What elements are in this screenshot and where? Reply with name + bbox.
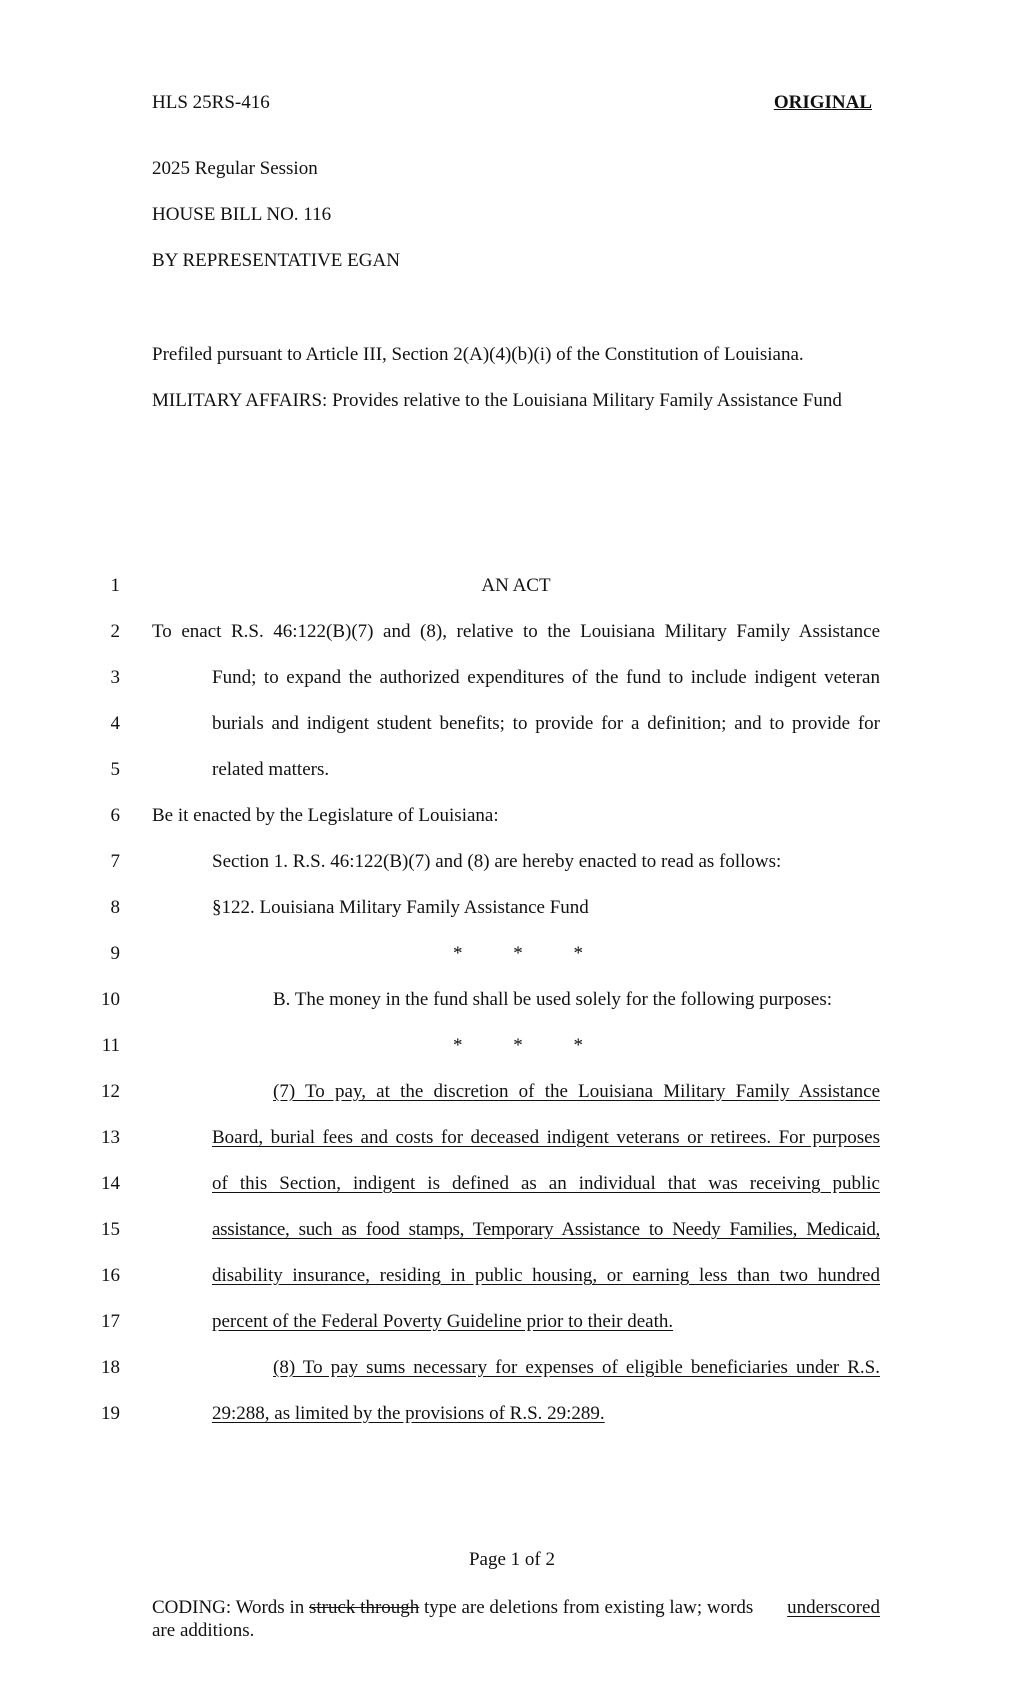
coding-struck-example: struck through <box>308 1597 420 1618</box>
bill-line <box>0 989 1024 1035</box>
added-text: of this Section, indigent is defined as an individual that was receiving public <box>212 1173 880 1194</box>
doc-status: ORIGINAL <box>773 92 872 113</box>
line-text: burials and indigent student benefits; to provide for a definition; and to provide for <box>212 713 880 734</box>
bill-author: BY REPRESENTATIVE EGAN <box>152 250 400 271</box>
bill-line <box>0 1265 1024 1311</box>
line-number: 12 <box>101 1081 120 1102</box>
coding-middle: type are deletions from existing law; words <box>424 1597 754 1618</box>
act-title: AN ACT <box>481 575 551 596</box>
omission-stars <box>453 1035 583 1057</box>
added-text: (8) To pay sums necessary for expenses of eligible beneficiaries under R.S. <box>273 1357 880 1378</box>
coding-legend <box>152 1596 880 1642</box>
star: * <box>573 943 583 964</box>
line-number: 9 <box>110 943 120 964</box>
line-number: 19 <box>101 1403 120 1424</box>
doc-id: HLS 25RS-416 <box>152 92 270 113</box>
bill-line <box>0 1357 1024 1403</box>
added-text: assistance, such as food stamps, Temporary Assistance to Needy Families, Medicaid, <box>212 1219 880 1240</box>
line-number: 3 <box>110 667 120 688</box>
line-number: 5 <box>110 759 120 780</box>
line-number: 6 <box>110 805 120 826</box>
coding-suffix: are additions. <box>152 1620 255 1641</box>
page-number: Page 1 of 2 <box>468 1549 555 1570</box>
bill-line <box>0 1035 1024 1081</box>
line-number: 4 <box>110 713 120 734</box>
bill-line <box>0 575 1024 621</box>
line-number: 16 <box>101 1265 120 1286</box>
line-text: Be it enacted by the Legislature of Louisiana: <box>152 805 499 826</box>
star: * <box>573 1035 583 1056</box>
added-text: disability insurance, residing in public housing, or earning less than two hundred <box>212 1265 880 1286</box>
bill-number: HOUSE BILL NO. 116 <box>152 204 332 225</box>
star: * <box>453 943 463 964</box>
star: * <box>513 1035 523 1056</box>
line-number: 13 <box>101 1127 120 1148</box>
section-heading: §122. Louisiana Military Family Assistance Fund <box>212 897 589 918</box>
bill-line <box>0 897 1024 943</box>
bill-line <box>0 1173 1024 1219</box>
line-text: Fund; to expand the authorized expenditures of the fund to include indigent veteran <box>212 667 880 688</box>
added-text: percent of the Federal Poverty Guideline prior to their death. <box>212 1311 674 1332</box>
bill-line <box>0 1311 1024 1357</box>
bill-line <box>0 759 1024 805</box>
prefiled-note: Prefiled pursuant to Article III, Section 2(A)(4)(b)(i) of the Constitution of Louisiana. <box>152 344 804 365</box>
line-text: To enact R.S. 46:122(B)(7) and (8), relative to the Louisiana Military Family Assistance <box>152 621 880 642</box>
line-number: 1 <box>110 575 120 596</box>
coding-underscored-example: underscored <box>787 1597 880 1618</box>
session: 2025 Regular Session <box>152 158 318 179</box>
added-text: 29:288, as limited by the provisions of R.S. 29:289. <box>212 1403 605 1424</box>
added-text: Board, burial fees and costs for deceased indigent veterans or retirees. For purposes <box>212 1127 880 1148</box>
line-text: Section 1. R.S. 46:122(B)(7) and (8) are hereby enacted to read as follows: <box>212 851 782 872</box>
line-number: 15 <box>101 1219 120 1240</box>
bill-line <box>0 713 1024 759</box>
line-number: 10 <box>101 989 120 1010</box>
digest-line: MILITARY AFFAIRS: Provides relative to the Louisiana Military Family Assistance Fund <box>152 390 842 411</box>
star: * <box>513 943 523 964</box>
line-number: 18 <box>101 1357 120 1378</box>
line-number: 8 <box>110 897 120 918</box>
bill-line <box>0 667 1024 713</box>
bill-line <box>0 805 1024 851</box>
line-number: 7 <box>110 851 120 872</box>
bill-line <box>0 1081 1024 1127</box>
coding-prefix: CODING: Words in <box>152 1597 305 1618</box>
bill-line <box>0 621 1024 667</box>
line-text: B. The money in the fund shall be used solely for the following purposes: <box>273 989 833 1010</box>
line-number: 11 <box>101 1035 120 1056</box>
bill-line <box>0 943 1024 989</box>
omission-stars <box>453 943 583 965</box>
bill-line <box>0 1219 1024 1265</box>
line-number: 17 <box>101 1311 120 1332</box>
line-number: 2 <box>110 621 120 642</box>
star: * <box>453 1035 463 1056</box>
line-text: related matters. <box>212 759 330 780</box>
line-number: 14 <box>101 1173 120 1194</box>
bill-line <box>0 1403 1024 1449</box>
bill-line <box>0 851 1024 897</box>
added-text: (7) To pay, at the discretion of the Louisiana Military Family Assistance <box>273 1081 880 1102</box>
bill-line <box>0 1127 1024 1173</box>
